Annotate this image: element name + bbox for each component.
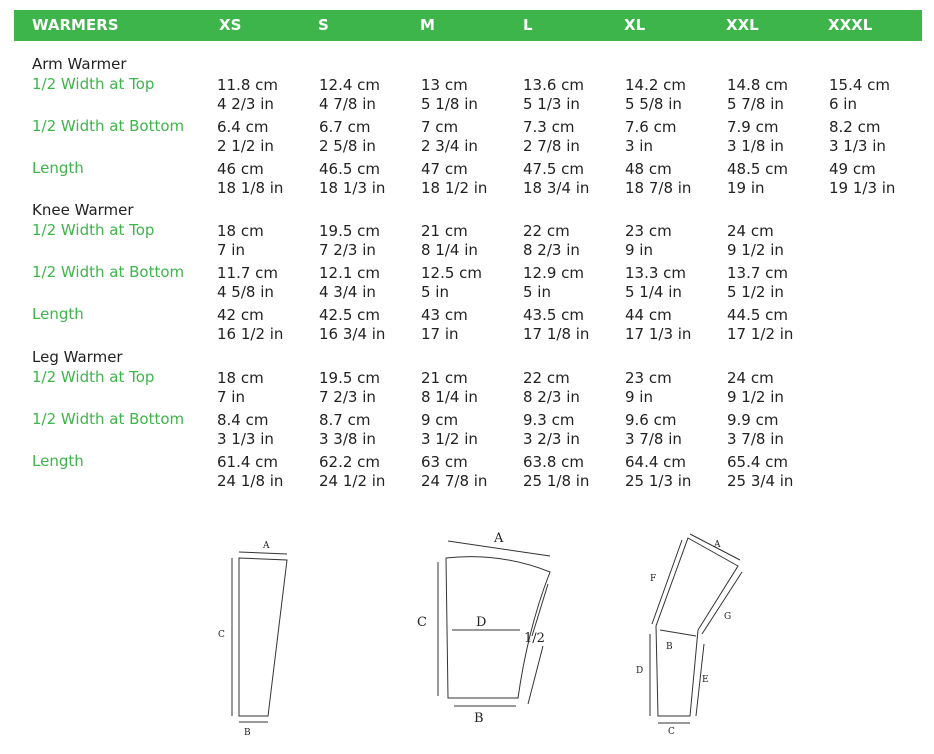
cell-value-cm: 48 cm: [625, 160, 672, 178]
cell-value-cm: 44.5 cm: [727, 306, 789, 324]
table-cell: [523, 118, 580, 156]
leg-warmer-diagram: [630, 530, 750, 740]
cell-value-cm: 18 cm: [217, 222, 264, 240]
cell-value-cm: 12.5 cm: [421, 264, 483, 282]
cell-value-cm: 46.5 cm: [319, 160, 381, 178]
cell-value-cm: 61.4 cm: [217, 453, 279, 471]
cell-value-in: 18 1/2 in: [421, 179, 488, 197]
table-cell: [319, 264, 380, 302]
cell-value-in: 3 in: [625, 137, 653, 155]
cell-value-cm: 8.4 cm: [217, 411, 269, 429]
cell-value-cm: 15.4 cm: [829, 76, 891, 94]
size-s: S: [318, 16, 329, 34]
cell-value-cm: 63.8 cm: [523, 453, 585, 471]
section-title-leg: Leg Warmer: [32, 348, 123, 366]
cell-value-cm: 48.5 cm: [727, 160, 789, 178]
cell-value-cm: 12.9 cm: [523, 264, 585, 282]
table-cell: [625, 76, 686, 114]
cell-value-cm: 9.6 cm: [625, 411, 677, 429]
cell-value-in: 5 5/8 in: [625, 95, 682, 113]
section-title-arm: Arm Warmer: [32, 55, 127, 73]
cell-value-cm: 13.3 cm: [625, 264, 687, 282]
cell-value-cm: 42 cm: [217, 306, 264, 324]
cell-value-cm: 46 cm: [217, 160, 264, 178]
cell-value-cm: 21 cm: [421, 369, 468, 387]
table-cell: [217, 118, 274, 156]
knee-label-a: A: [494, 531, 504, 546]
table-cell: [625, 118, 676, 156]
cell-value-in: 6 in: [829, 95, 857, 113]
cell-value-cm: 23 cm: [625, 369, 672, 387]
cell-value-in: 3 1/3 in: [829, 137, 886, 155]
table-cell: [625, 369, 672, 407]
cell-value-in: 18 3/4 in: [523, 179, 590, 197]
cell-value-cm: 9.9 cm: [727, 411, 779, 429]
table-cell: [217, 222, 264, 260]
cell-value-in: 4 7/8 in: [319, 95, 376, 113]
cell-value-in: 3 2/3 in: [523, 430, 580, 448]
cell-value-cm: 11.8 cm: [217, 76, 279, 94]
row-label-leg-top-width: 1/2 Width at Top: [32, 368, 155, 386]
cell-value-in: 17 1/3 in: [625, 325, 692, 343]
table-cell: [319, 369, 380, 407]
cell-value-cm: 18 cm: [217, 369, 264, 387]
leg-label-f: F: [650, 574, 657, 584]
cell-value-in: 5 in: [421, 283, 449, 301]
cell-value-in: 3 1/2 in: [421, 430, 478, 448]
cell-value-in: 3 3/8 in: [319, 430, 376, 448]
table-cell: [421, 369, 478, 407]
table-cell: [421, 306, 468, 344]
cell-value-in: 5 1/8 in: [421, 95, 478, 113]
table-cell: [727, 160, 788, 198]
table-cell: [727, 118, 784, 156]
cell-value-cm: 42.5 cm: [319, 306, 381, 324]
size-xxxl: XXXL: [828, 16, 873, 34]
table-cell: [523, 222, 580, 260]
cell-value-in: 18 7/8 in: [625, 179, 692, 197]
cell-value-in: 5 in: [523, 283, 551, 301]
table-cell: [523, 264, 584, 302]
cell-value-cm: 13 cm: [421, 76, 468, 94]
cell-value-in: 3 1/8 in: [727, 137, 784, 155]
cell-value-cm: 11.7 cm: [217, 264, 279, 282]
cell-value-in: 5 1/4 in: [625, 283, 682, 301]
leg-label-a: A: [714, 540, 721, 550]
table-cell: [217, 306, 283, 344]
knee-label-d: D: [476, 615, 487, 630]
cell-value-in: 25 1/8 in: [523, 472, 590, 490]
cell-value-in: 9 1/2 in: [727, 241, 784, 259]
cell-value-in: 17 1/2 in: [727, 325, 794, 343]
cell-value-in: 2 1/2 in: [217, 137, 274, 155]
cell-value-cm: 65.4 cm: [727, 453, 789, 471]
cell-value-in: 25 3/4 in: [727, 472, 794, 490]
table-cell: [523, 453, 589, 491]
table-cell: [727, 369, 784, 407]
table-cell: [421, 118, 478, 156]
cell-value-in: 4 3/4 in: [319, 283, 376, 301]
table-cell: [625, 306, 691, 344]
cell-value-cm: 7 cm: [421, 118, 459, 136]
cell-value-in: 3 1/3 in: [217, 430, 274, 448]
cell-value-cm: 9 cm: [421, 411, 459, 429]
leg-label-b: B: [666, 642, 673, 652]
arm-label-c: C: [218, 630, 225, 640]
cell-value-cm: 8.7 cm: [319, 411, 371, 429]
cell-value-in: 9 in: [625, 388, 653, 406]
cell-value-cm: 63 cm: [421, 453, 468, 471]
cell-value-in: 3 7/8 in: [625, 430, 682, 448]
table-cell: [319, 222, 380, 260]
table-cell: [829, 76, 890, 114]
leg-label-g: G: [724, 612, 732, 622]
arm-label-b: B: [244, 728, 251, 738]
cell-value-in: 7 2/3 in: [319, 241, 376, 259]
table-cell: [421, 264, 482, 302]
table-cell: [523, 411, 580, 449]
cell-value-in: 24 7/8 in: [421, 472, 488, 490]
table-cell: [829, 160, 895, 198]
cell-value-in: 8 1/4 in: [421, 388, 478, 406]
cell-value-in: 18 1/3 in: [319, 179, 386, 197]
cell-value-cm: 24 cm: [727, 369, 774, 387]
table-cell: [217, 160, 283, 198]
leg-label-d: D: [636, 666, 644, 676]
cell-value-in: 9 1/2 in: [727, 388, 784, 406]
table-cell: [727, 76, 788, 114]
cell-value-cm: 23 cm: [625, 222, 672, 240]
table-cell: [319, 411, 376, 449]
cell-value-cm: 64.4 cm: [625, 453, 687, 471]
table-cell: [319, 118, 376, 156]
table-cell: [217, 411, 274, 449]
table-cell: [625, 453, 691, 491]
cell-value-cm: 13.7 cm: [727, 264, 789, 282]
table-cell: [217, 264, 278, 302]
table-cell: [523, 160, 589, 198]
cell-value-cm: 14.2 cm: [625, 76, 687, 94]
leg-label-c: C: [668, 727, 675, 737]
table-cell: [727, 411, 784, 449]
cell-value-cm: 47 cm: [421, 160, 468, 178]
cell-value-cm: 8.2 cm: [829, 118, 881, 136]
table-cell: [829, 118, 886, 156]
size-m: M: [420, 16, 435, 34]
cell-value-in: 8 1/4 in: [421, 241, 478, 259]
table-cell: [727, 306, 793, 344]
cell-value-in: 7 2/3 in: [319, 388, 376, 406]
cell-value-in: 19 1/3 in: [829, 179, 896, 197]
size-xl: XL: [624, 16, 646, 34]
row-label-knee-bottom-width: 1/2 Width at Bottom: [32, 263, 185, 281]
cell-value-cm: 49 cm: [829, 160, 876, 178]
table-cell: [625, 411, 682, 449]
cell-value-cm: 19.5 cm: [319, 222, 381, 240]
cell-value-cm: 6.7 cm: [319, 118, 371, 136]
section-title-knee: Knee Warmer: [32, 201, 134, 219]
knee-label-half: 1/2: [524, 631, 545, 646]
cell-value-cm: 44 cm: [625, 306, 672, 324]
row-label-leg-bottom-width: 1/2 Width at Bottom: [32, 410, 185, 428]
cell-value-in: 19 in: [727, 179, 765, 197]
table-cell: [421, 76, 478, 114]
row-label-knee-length: Length: [32, 305, 84, 323]
table-cell: [319, 76, 380, 114]
table-header: [14, 10, 922, 41]
knee-label-b: B: [474, 711, 484, 726]
cell-value-in: 5 1/2 in: [727, 283, 784, 301]
row-label-arm-length: Length: [32, 159, 84, 177]
cell-value-in: 7 in: [217, 388, 245, 406]
row-label-leg-length: Length: [32, 452, 84, 470]
table-cell: [421, 222, 478, 260]
cell-value-in: 4 2/3 in: [217, 95, 274, 113]
cell-value-in: 2 3/4 in: [421, 137, 478, 155]
cell-value-in: 8 2/3 in: [523, 388, 580, 406]
cell-value-in: 8 2/3 in: [523, 241, 580, 259]
cell-value-in: 17 in: [421, 325, 459, 343]
cell-value-in: 3 7/8 in: [727, 430, 784, 448]
cell-value-in: 24 1/2 in: [319, 472, 386, 490]
cell-value-cm: 13.6 cm: [523, 76, 585, 94]
cell-value-in: 2 5/8 in: [319, 137, 376, 155]
table-cell: [217, 453, 283, 491]
cell-value-cm: 22 cm: [523, 222, 570, 240]
cell-value-in: 16 1/2 in: [217, 325, 284, 343]
table-cell: [217, 369, 264, 407]
cell-value-cm: 12.1 cm: [319, 264, 381, 282]
cell-value-in: 5 7/8 in: [727, 95, 784, 113]
table-cell: [319, 453, 385, 491]
table-cell: [625, 264, 686, 302]
table-cell: [319, 306, 385, 344]
table-cell: [523, 306, 589, 344]
cell-value-in: 25 1/3 in: [625, 472, 692, 490]
table-cell: [421, 160, 487, 198]
cell-value-cm: 24 cm: [727, 222, 774, 240]
cell-value-cm: 22 cm: [523, 369, 570, 387]
cell-value-in: 16 3/4 in: [319, 325, 386, 343]
table-cell: [421, 411, 478, 449]
table-cell: [523, 76, 584, 114]
arm-warmer-diagram: [214, 536, 294, 741]
cell-value-in: 5 1/3 in: [523, 95, 580, 113]
cell-value-in: 24 1/8 in: [217, 472, 284, 490]
arm-label-a: A: [263, 541, 270, 551]
cell-value-in: 7 in: [217, 241, 245, 259]
cell-value-cm: 14.8 cm: [727, 76, 789, 94]
leg-label-e: E: [702, 675, 709, 685]
knee-label-c: C: [417, 615, 427, 630]
cell-value-cm: 43 cm: [421, 306, 468, 324]
cell-value-cm: 21 cm: [421, 222, 468, 240]
table-cell: [727, 222, 784, 260]
cell-value-cm: 7.6 cm: [625, 118, 677, 136]
cell-value-in: 2 7/8 in: [523, 137, 580, 155]
table-cell: [625, 160, 691, 198]
table-cell: [319, 160, 385, 198]
knee-warmer-diagram: [410, 528, 570, 728]
table-cell: [217, 76, 278, 114]
size-xxl: XXL: [726, 16, 759, 34]
cell-value-cm: 19.5 cm: [319, 369, 381, 387]
cell-value-in: 18 1/8 in: [217, 179, 284, 197]
cell-value-in: 17 1/8 in: [523, 325, 590, 343]
cell-value-cm: 9.3 cm: [523, 411, 575, 429]
cell-value-cm: 7.9 cm: [727, 118, 779, 136]
table-cell: [727, 453, 793, 491]
table-cell: [625, 222, 672, 260]
cell-value-cm: 6.4 cm: [217, 118, 269, 136]
cell-value-cm: 12.4 cm: [319, 76, 381, 94]
size-l: L: [523, 16, 533, 34]
row-label-arm-bottom-width: 1/2 Width at Bottom: [32, 117, 185, 135]
cell-value-in: 4 5/8 in: [217, 283, 274, 301]
row-label-knee-top-width: 1/2 Width at Top: [32, 221, 155, 239]
table-cell: [523, 369, 580, 407]
row-label-arm-top-width: 1/2 Width at Top: [32, 75, 155, 93]
size-xs: XS: [219, 16, 242, 34]
cell-value-cm: 43.5 cm: [523, 306, 585, 324]
cell-value-in: 9 in: [625, 241, 653, 259]
table-cell: [421, 453, 487, 491]
cell-value-cm: 62.2 cm: [319, 453, 381, 471]
cell-value-cm: 7.3 cm: [523, 118, 575, 136]
table-cell: [727, 264, 788, 302]
cell-value-cm: 47.5 cm: [523, 160, 585, 178]
header-title: WARMERS: [32, 16, 119, 34]
